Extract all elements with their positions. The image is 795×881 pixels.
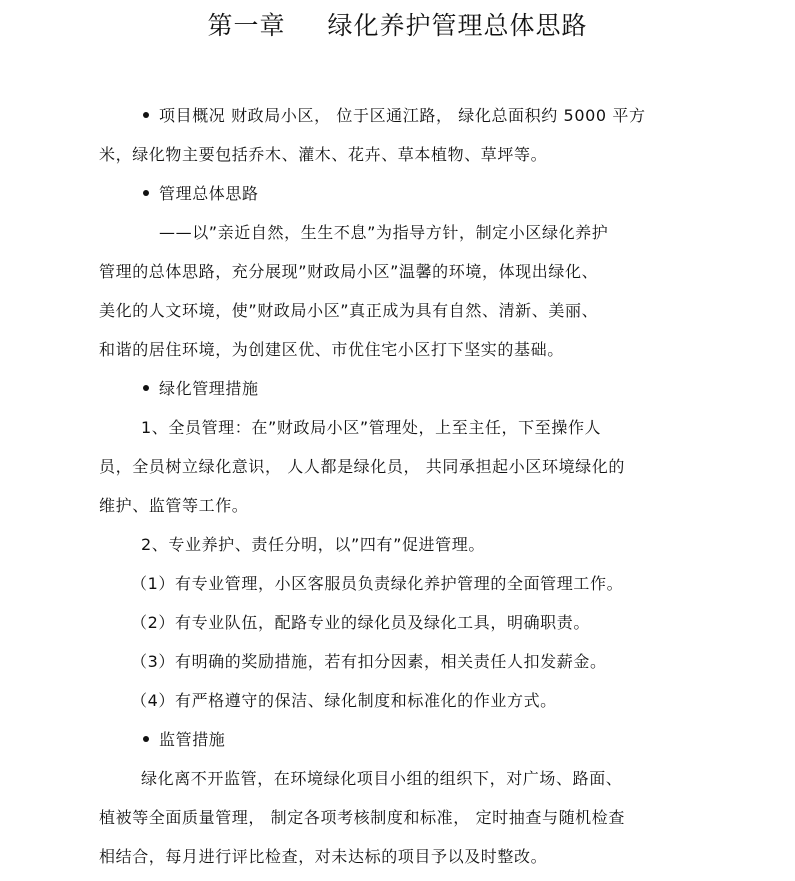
bullet-icon	[143, 385, 149, 391]
list-item: （4）有严格遵守的保洁、绿化制度和标准化的作业方式。	[131, 691, 557, 710]
paragraph-line: 和谐的居住环境，为创建区优、市优住宅小区打下坚实的基础。	[99, 340, 564, 359]
list-item: （1）有专业管理，小区客服员负责绿化养护管理的全面管理工作。	[131, 574, 624, 593]
paragraph-line: 米，绿化物主要包括乔木、灌木、花卉、草本植物、草坪等。	[99, 145, 548, 164]
bullet-icon	[143, 112, 149, 118]
paragraph-line: 相结合，每月进行评比检查，对未达标的项目予以及时整改。	[99, 847, 548, 866]
paragraph-line: 植被等全面质量管理， 制定各项考核制度和标准， 定时抽查与随机检查	[99, 808, 625, 827]
paragraph-line: 绿化离不开监管，在环境绿化项目小组的组织下，对广场、路面、	[141, 769, 623, 788]
chapter-heading: 绿化养护管理总体思路	[327, 11, 588, 40]
paragraph-line: 员，全员树立绿化意识， 人人都是绿化员， 共同承担起小区环境绿化的	[99, 457, 625, 476]
paragraph-line: 1、全员管理：在”财政局小区”管理处，上至主任，下至操作人	[141, 418, 602, 437]
chapter-title	[0, 6, 795, 46]
paragraph-line: ——以”亲近自然，生生不息”为指导方针，制定小区绿化养护	[159, 223, 609, 242]
bullet-icon	[143, 736, 149, 742]
list-item: （2）有专业队伍，配路专业的绿化员及绿化工具，明确职责。	[131, 613, 590, 632]
paragraph-line: 项目概况 财政局小区， 位于区通江路， 绿化总面积约 5000 平方	[143, 104, 646, 128]
paragraph-line: 维护、监管等工作。	[99, 496, 249, 515]
paragraph-line: 美化的人文环境，使”财政局小区”真正成为具有自然、清新、美丽、	[99, 301, 599, 320]
paragraph-line: 2、专业养护、责任分明，以”四有”促进管理。	[141, 535, 485, 554]
bullet-icon	[143, 190, 149, 196]
section-heading: 监管措施	[143, 728, 225, 752]
paragraph-line: 管理的总体思路，充分展现”财政局小区”温馨的环境，体现出绿化、	[99, 262, 599, 281]
section-heading: 管理总体思路	[143, 182, 259, 206]
chapter-number: 第一章	[207, 11, 286, 40]
section-heading: 绿化管理措施	[143, 377, 259, 401]
list-item: （3）有明确的奖励措施，若有扣分因素，相关责任人扣发薪金。	[131, 652, 607, 671]
